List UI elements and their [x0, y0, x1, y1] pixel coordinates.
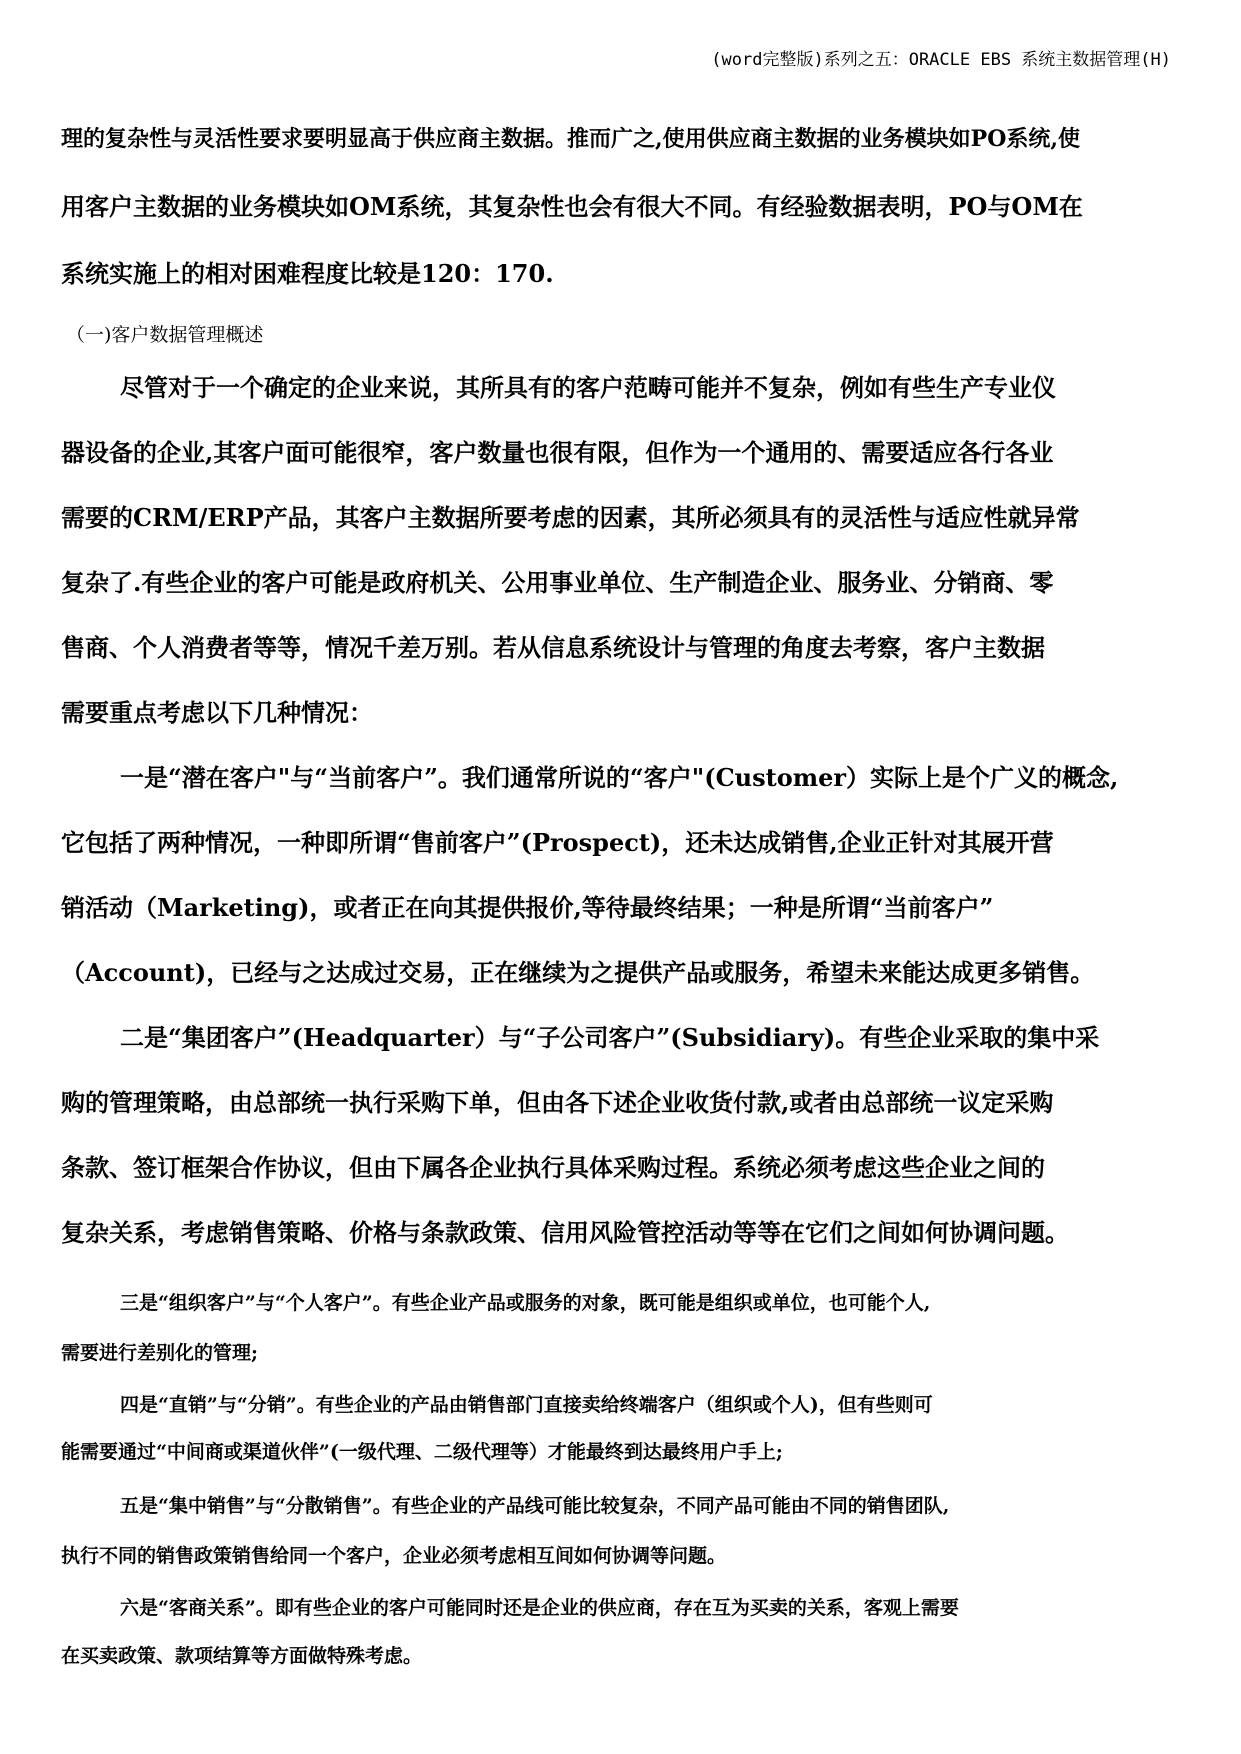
text-line: 购的管理策略，由总部统一执行采购下单，但由各下述企业收货付款,或者由总部统一议定采购	[61, 1088, 1054, 1117]
section-heading: （一)客户数据管理概述	[66, 324, 264, 346]
text-line: 需要重点考虑以下几种情况：	[61, 698, 373, 727]
page-header: (word完整版)系列之五：ORACLE EBS 系统主数据管理(H)	[711, 50, 1171, 70]
text-line: 能需要通过“中间商或渠道伙伴”(一级代理、二级代理等）才能最终到达最终用户手上;	[61, 1441, 783, 1463]
text-line: 销活动（Marketing)，或者正在向其提供报价,等待最终结果；一种是所谓“当前客户”	[61, 893, 994, 922]
text-line: 系统实施上的相对困难程度比较是120：170.	[61, 259, 554, 288]
text-line: 器设备的企业,其客户面可能很窄，客户数量也很有限，但作为一个通用的、需要适应各行各业	[61, 438, 1054, 467]
text-line: 执行不同的销售政策销售给同一个客户，企业必须考虑相互间如何协调等问题。	[61, 1545, 727, 1567]
text-line: 在买卖政策、款项结算等方面做特殊考虑。	[61, 1645, 423, 1667]
text-line: （Account)，已经与之达成过交易，正在继续为之提供产品或服务，希望未来能达成更多销售。	[61, 958, 1095, 987]
text-line: 二是“集团客户”(Headquarter）与“子公司客户”(Subsidiary)。有些企业采取的集中采	[120, 1023, 1100, 1052]
text-line: 尽管对于一个确定的企业来说，其所具有的客户范畴可能并不复杂，例如有些生产专业仪	[120, 373, 1056, 402]
text-line: 五是“集中销售”与“分散销售”。有些企业的产品线可能比较复杂，不同产品可能由不同的销售团队,	[120, 1495, 950, 1517]
text-line: 需要的CRM/ERP产品，其客户主数据所要考虑的因素，其所必须具有的灵活性与适应性就异常	[61, 503, 1080, 532]
text-line: 售商、个人消费者等等，情况千差万别。若从信息系统设计与管理的角度去考察，客户主数据	[61, 633, 1045, 662]
text-line: 一是“潜在客户"与“当前客户”。我们通常所说的“客户"(Customer）实际上是个广义的概念,	[120, 763, 1119, 792]
text-line: 它包括了两种情况，一种即所谓“售前客户”(Prospect)，还未达成销售,企业正针对其展开营	[61, 828, 1054, 857]
text-line: 用客户主数据的业务模块如OM系统，其复杂性也会有很大不同。有经验数据表明，PO与OM在	[61, 192, 1083, 221]
text-line: 复杂了.有些企业的客户可能是政府机关、公用事业单位、生产制造企业、服务业、分销商、零	[61, 568, 1054, 597]
text-line: 条款、签订框架合作协议，但由下属各企业执行具体采购过程。系统必须考虑这些企业之间的	[61, 1153, 1045, 1182]
text-line: 需要进行差别化的管理;	[61, 1342, 259, 1364]
text-line: 三是“组织客户”与“个人客户”。有些企业产品或服务的对象，既可能是组织或单位，也可能个人,	[120, 1292, 931, 1314]
text-line: 四是“直销”与“分销”。有些企业的产品由销售部门直接卖给终端客户（组织或个人)，但有些则可	[120, 1394, 933, 1416]
text-line: 六是“客商关系”。即有些企业的客户可能同时还是企业的供应商，存在互为买卖的关系，客观上需要	[120, 1597, 959, 1619]
text-line: 理的复杂性与灵活性要求要明显高于供应商主数据。推而广之,使用供应商主数据的业务模块如PO系统,使	[61, 126, 1081, 152]
text-line: 复杂关系，考虑销售策略、价格与条款政策、信用风险管控活动等等在它们之间如何协调问题。	[61, 1218, 1069, 1247]
